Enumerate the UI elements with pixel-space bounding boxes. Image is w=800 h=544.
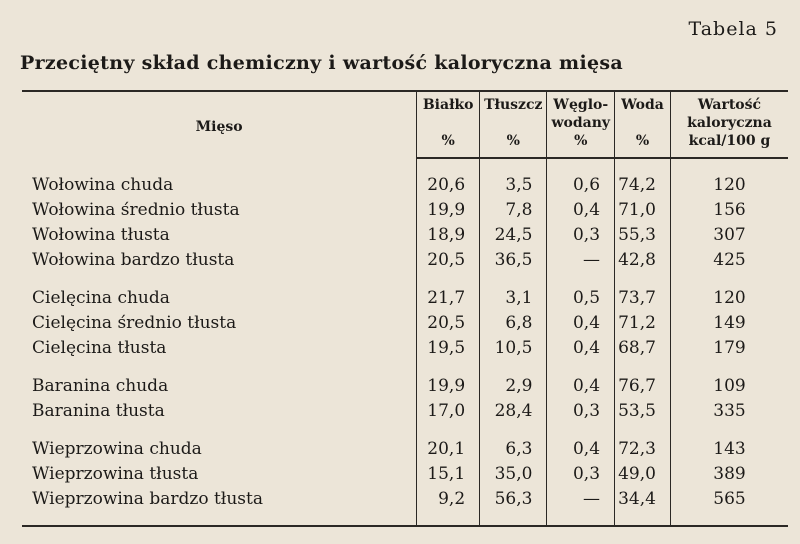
spacer-cell <box>417 424 480 437</box>
meat-name: Wieprzowina bardzo tłusta <box>32 488 263 509</box>
spacer-cell <box>670 158 788 173</box>
header-energia-line1: Wartość <box>697 97 762 113</box>
table-row <box>22 374 788 399</box>
value-tluszcz: 56,3 <box>480 487 547 512</box>
table-number: Tabela 5 <box>688 18 778 40</box>
value-woda: 76,7 <box>615 374 671 399</box>
spacer-cell <box>547 424 615 437</box>
value-bialko: 17,0 <box>417 399 480 424</box>
table-row <box>22 286 788 311</box>
header-energia-line3: kcal/100 g <box>688 133 771 150</box>
value-weglowodany: — <box>547 487 615 512</box>
meat-name: Wołowina średnio tłusta <box>32 199 240 220</box>
meat-name: Wołowina chuda <box>32 174 174 195</box>
value-woda: 73,7 <box>615 286 671 311</box>
value-energia: 109 <box>670 374 788 399</box>
value-tluszcz: 28,4 <box>480 399 547 424</box>
spacer-cell <box>615 158 671 173</box>
table-row <box>22 487 788 512</box>
value-weglowodany: 0,3 <box>547 223 615 248</box>
value-tluszcz: 36,5 <box>480 248 547 273</box>
value-woda: 71,0 <box>615 198 671 223</box>
table-row <box>22 248 788 273</box>
spacer-cell <box>417 361 480 374</box>
meat-name: Cielęcina średnio tłusta <box>32 312 237 333</box>
spacer-cell <box>615 361 671 374</box>
value-woda: 34,4 <box>615 487 671 512</box>
spacer-cell <box>480 512 547 526</box>
value-tluszcz: 3,1 <box>480 286 547 311</box>
meat-name: Baranina chuda <box>32 375 169 396</box>
spacer-cell <box>615 512 671 526</box>
value-energia: 565 <box>670 487 788 512</box>
spacer-cell <box>547 512 615 526</box>
unit-woda: % <box>615 132 671 157</box>
value-bialko: 20,5 <box>417 311 480 336</box>
spacer-cell <box>547 158 615 173</box>
value-weglowodany: 0,6 <box>547 173 615 198</box>
meat-name: Cielęcina chuda <box>32 287 170 308</box>
value-woda: 55,3 <box>615 223 671 248</box>
value-weglowodany: — <box>547 248 615 273</box>
table-row <box>22 198 788 223</box>
value-woda: 68,7 <box>615 336 671 361</box>
spacer-cell <box>615 424 671 437</box>
value-bialko: 18,9 <box>417 223 480 248</box>
value-energia: 389 <box>670 462 788 487</box>
value-energia: 120 <box>670 286 788 311</box>
spacer-cell <box>670 424 788 437</box>
header-bialko: Białko <box>417 91 480 132</box>
value-tluszcz: 7,8 <box>480 198 547 223</box>
spacer-cell <box>480 424 547 437</box>
spacer-cell <box>22 512 417 526</box>
value-tluszcz: 6,8 <box>480 311 547 336</box>
header-weglowodany-line2: wodany <box>551 115 611 132</box>
value-energia: 149 <box>670 311 788 336</box>
spacer-cell <box>22 273 417 286</box>
group-spacer <box>22 512 788 526</box>
value-woda: 71,2 <box>615 311 671 336</box>
meat-name: Cielęcina tłusta <box>32 337 167 358</box>
value-woda: 72,3 <box>615 437 671 462</box>
value-tluszcz: 35,0 <box>480 462 547 487</box>
meat-name: Wołowina tłusta <box>32 224 170 245</box>
table-row <box>22 311 788 336</box>
value-bialko: 21,7 <box>417 286 480 311</box>
spacer-cell <box>615 273 671 286</box>
spacer-cell <box>480 158 547 173</box>
table-row <box>22 437 788 462</box>
spacer-cell <box>480 273 547 286</box>
spacer-cell <box>547 361 615 374</box>
table-title: Przeciętny skład chemiczny i wartość kaloryczna mięsa <box>20 52 623 74</box>
meat-name: Wieprzowina chuda <box>32 438 202 459</box>
value-weglowodany: 0,3 <box>547 399 615 424</box>
table-row <box>22 462 788 487</box>
spacer-cell <box>670 273 788 286</box>
value-bialko: 9,2 <box>417 487 480 512</box>
value-energia: 120 <box>670 173 788 198</box>
group-spacer <box>22 158 788 173</box>
value-woda: 49,0 <box>615 462 671 487</box>
value-woda: 42,8 <box>615 248 671 273</box>
spacer-cell <box>547 273 615 286</box>
group-spacer <box>22 424 788 437</box>
value-tluszcz: 24,5 <box>480 223 547 248</box>
value-weglowodany: 0,4 <box>547 437 615 462</box>
spacer-cell <box>480 361 547 374</box>
header-weglowodany-line1: Węglo- <box>553 97 609 113</box>
header-woda: Woda <box>615 91 671 132</box>
header-energia <box>670 91 788 158</box>
header-energia-line2: kaloryczna <box>687 115 772 132</box>
value-weglowodany: 0,5 <box>547 286 615 311</box>
meat-name: Wieprzowina tłusta <box>32 463 199 484</box>
value-bialko: 19,9 <box>417 374 480 399</box>
value-bialko: 19,9 <box>417 198 480 223</box>
spacer-cell <box>417 158 480 173</box>
value-tluszcz: 2,9 <box>480 374 547 399</box>
value-bialko: 20,6 <box>417 173 480 198</box>
group-spacer <box>22 273 788 286</box>
value-woda: 53,5 <box>615 399 671 424</box>
spacer-cell <box>417 273 480 286</box>
header-mieso: Mięso <box>195 118 243 135</box>
value-energia: 156 <box>670 198 788 223</box>
value-bialko: 19,5 <box>417 336 480 361</box>
meat-name: Baranina tłusta <box>32 400 165 421</box>
header-weglowodany <box>547 91 615 132</box>
value-tluszcz: 3,5 <box>480 173 547 198</box>
value-woda: 74,2 <box>615 173 671 198</box>
spacer-cell <box>670 512 788 526</box>
table-row <box>22 399 788 424</box>
value-tluszcz: 6,3 <box>480 437 547 462</box>
value-energia: 179 <box>670 336 788 361</box>
value-weglowodany: 0,4 <box>547 374 615 399</box>
spacer-cell <box>417 512 480 526</box>
group-spacer <box>22 361 788 374</box>
value-weglowodany: 0,4 <box>547 311 615 336</box>
spacer-cell <box>22 361 417 374</box>
value-energia: 143 <box>670 437 788 462</box>
unit-tluszcz: % <box>480 132 547 157</box>
meat-name: Wołowina bardzo tłusta <box>32 249 235 270</box>
table-body <box>22 158 788 526</box>
table-row <box>22 223 788 248</box>
spacer-cell <box>670 361 788 374</box>
table-row <box>22 173 788 198</box>
value-bialko: 20,5 <box>417 248 480 273</box>
spacer-cell <box>22 424 417 437</box>
value-bialko: 15,1 <box>417 462 480 487</box>
value-energia: 335 <box>670 399 788 424</box>
value-energia: 307 <box>670 223 788 248</box>
value-weglowodany: 0,4 <box>547 336 615 361</box>
value-weglowodany: 0,4 <box>547 198 615 223</box>
unit-weglowodany: % <box>547 132 615 157</box>
value-weglowodany: 0,3 <box>547 462 615 487</box>
unit-bialko: % <box>417 132 480 157</box>
value-energia: 425 <box>670 248 788 273</box>
value-bialko: 20,1 <box>417 437 480 462</box>
table-row <box>22 336 788 361</box>
value-tluszcz: 10,5 <box>480 336 547 361</box>
composition-table <box>22 90 788 527</box>
header-tluszcz: Tłuszcz <box>480 91 547 132</box>
spacer-cell <box>22 158 417 173</box>
